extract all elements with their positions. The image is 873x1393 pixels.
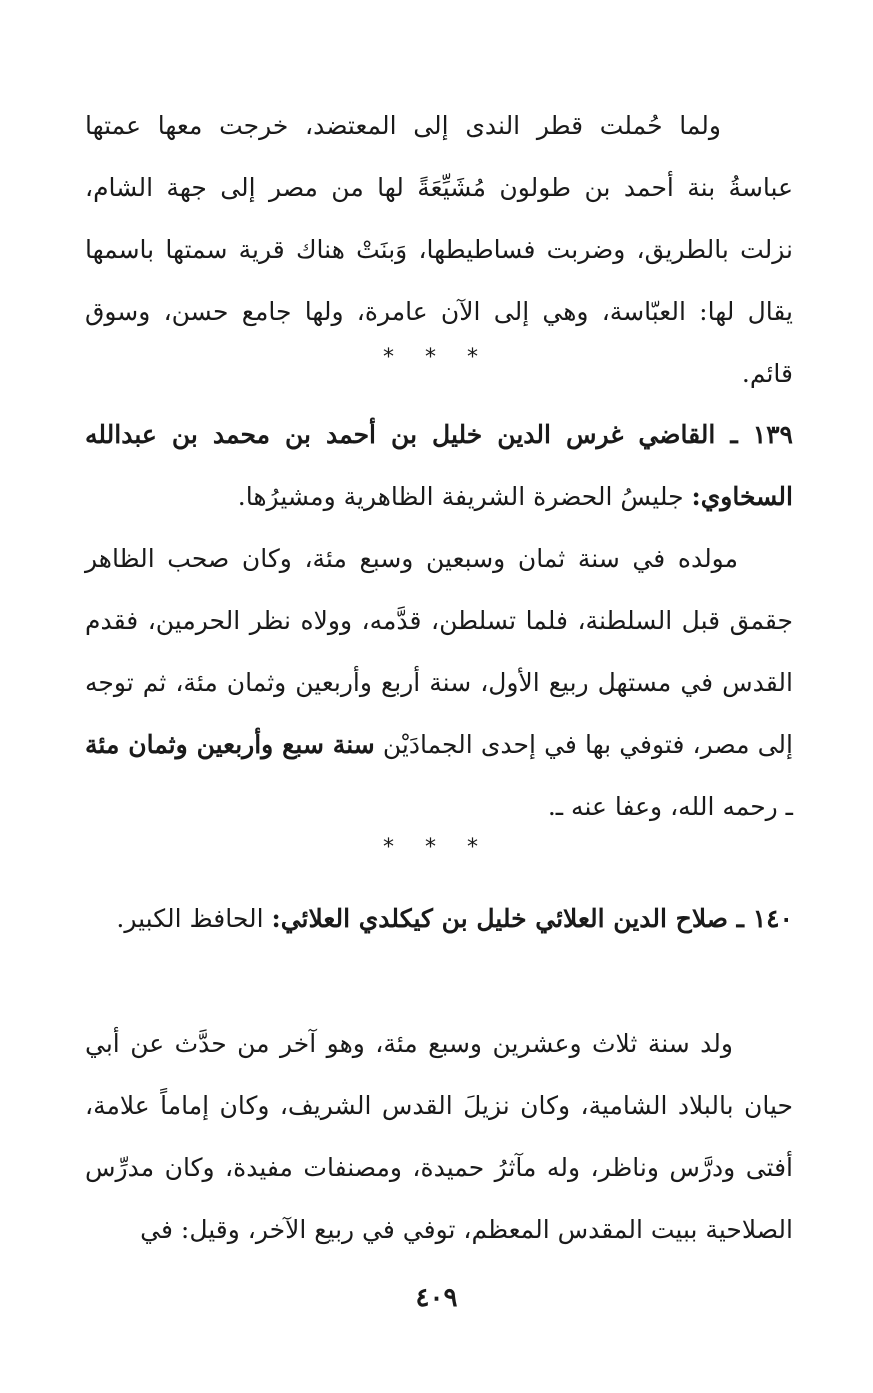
entry-139-body xyxy=(85,528,793,838)
section-separator: * * * xyxy=(383,835,490,860)
entry-139-title: ١٣٩ ـ القاضي غرس الدين خليل بن أحمد بن محمد بن عبدالله السخاوي: xyxy=(85,420,793,511)
section-separator: * * * xyxy=(383,345,490,370)
entry-139-description: جليسُ الحضرة الشريفة الظاهرية ومشيرُها. xyxy=(237,482,692,511)
page-number: ٤٠٩ xyxy=(415,1283,458,1313)
entry-140-title: ١٤٠ ـ صلاح الدين العلائي خليل بن كيكلدي العلائي: xyxy=(271,904,793,933)
entry-139-body-end: ـ رحمه الله، وعفا عنه ـ. xyxy=(547,792,793,821)
entry-140-body: ولد سنة ثلاث وعشرين وسبع مئة، وهو آخر من حدَّث عن أبي حيان بالبلاد الشامية، وكان نزيلَ القدس الشريف، وكان إماماً علامة، أفتى ودرَّس وناظر، وله مآثرُ حميدة، ومصنفات مفيدة، وكان مدرِّس الصلاحية ببيت المقدس المعظم، توفي في ربيع الآخر، وقيل: في xyxy=(85,1029,793,1244)
paragraph-qatr-al-nada: ولما حُملت قطر الندى إلى المعتضد، خرجت معها عمتها عباسةُ بنة أحمد بن طولون مُشَيِّعَةً لها من مصر إلى جهة الشام، نزلت بالطريق، وضربت فساطيطها، وَبنَتْ هناك قرية سمتها باسمها يقال لها: العبّاسة، وهي إلى الآن عامرة، ولها جامع حسن، وسوق قائم. xyxy=(85,111,793,388)
entry-139-body-main: مولده في سنة ثمان وسبعين وسبع مئة، وكان صحب الظاهر جقمق قبل السلطنة، فلما تسلطن، قدَّمه، وولاه نظر الحرمين، فقدم القدس في مستهل ربيع الأول، سنة أربع وأربعين وثمان مئة، ثم توجه إلى مصر، فتوفي بها في إحدى الجمادَيْن xyxy=(85,544,794,759)
entry-139-death-date: سنة سبع وأربعين وثمان مئة xyxy=(85,730,375,759)
entry-139-heading xyxy=(85,404,793,528)
entry-140-description: الحافظ الكبير. xyxy=(116,904,272,933)
entry-140-heading xyxy=(85,888,793,950)
